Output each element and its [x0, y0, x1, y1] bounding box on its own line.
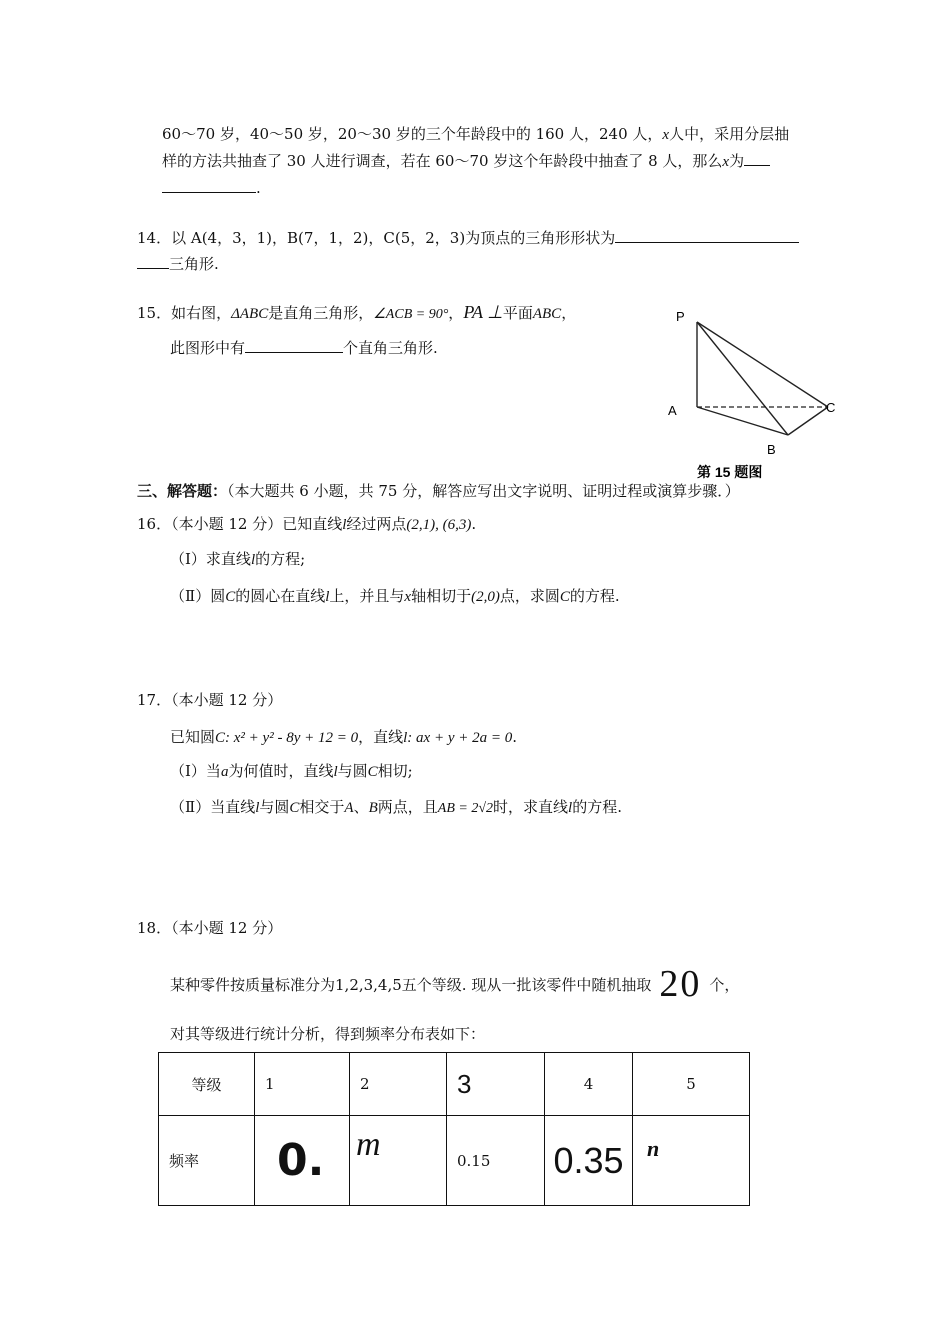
table-cell: 频率 [159, 1116, 255, 1206]
table-row [159, 1116, 750, 1206]
q15-line1: 15．如右图，ΔABC是直角三角形，∠ACB = 90°，PA ⊥平面ABC， [137, 302, 577, 322]
table-cell: 0. [255, 1116, 350, 1206]
q18-line2: 对其等级进行统计分析，得到频率分布表如下： [170, 1025, 486, 1043]
q16-line1: 16．（本小题 12 分）已知直线l经过两点(2,1), (6,3). [137, 515, 477, 533]
section3-heading: 三、解答题：（本大题共 6 小题，共 75 分，解答应写出文字说明、证明过程或演算步骤．） [137, 482, 740, 500]
q16-part2: （Ⅱ）圆C的圆心在直线l上，并且与x轴相切于(2,0)点，求圆C的方程. [170, 587, 620, 605]
table-cell: 0.15 [447, 1116, 545, 1206]
q17-part2: （Ⅱ）当直线l与圆C相交于A、B两点，且AB = 2√2时，求直线l的方程. [170, 798, 622, 816]
label-c: C [826, 400, 836, 415]
table-row [159, 1053, 750, 1116]
q13-line2: 样的方法共抽查了 30 人进行调查，若在 60～70 岁这个年龄段中抽查了 8 人，那么x为 [162, 151, 770, 172]
q13-line1: 60～70 岁，40～50 岁，20～30 岁的三个年龄段中的 160 人，240 人，x人中，采用分层抽 [162, 125, 790, 143]
answer-blank [245, 338, 343, 353]
table-cell: 4 [545, 1053, 633, 1116]
table-cell: 1 [255, 1053, 350, 1116]
q18-heading: 18．（本小题 12 分） [137, 919, 283, 937]
q17-heading: 17．（本小题 12 分） [137, 691, 283, 709]
edge-pb [697, 322, 788, 435]
table-cell: 3 [447, 1053, 545, 1116]
edge-pc [697, 322, 828, 407]
answer-blank [137, 254, 169, 269]
edge-ab [697, 407, 788, 435]
q16-part1: （Ⅰ）求直线l的方程; [170, 550, 306, 568]
table-cell: m [350, 1116, 447, 1206]
table-cell: 等级 [159, 1053, 255, 1116]
q15-line2: 此图形中有 个直角三角形. [170, 339, 438, 357]
frequency-table [158, 1052, 750, 1206]
edge-bc [788, 407, 828, 435]
q17-part1: （Ⅰ）当a为何值时，直线l与圆C相切; [170, 762, 413, 780]
q13-line3: . [162, 178, 261, 198]
answer-blank [162, 178, 256, 193]
q14-line1: 14．以 A(4，3，1)，B(7，1，2)，C(5，2，3)为顶点的三角形形状为 [137, 228, 799, 248]
label-b: B [767, 442, 776, 457]
table-cell: 0.35 [545, 1116, 633, 1206]
label-a: A [668, 403, 677, 418]
q18-line1: 某种零件按质量标准分为1,2,3,4,5五个等级. 现从一批该零件中随机抽取 20 个， [170, 963, 740, 1005]
q14-line2: 三角形. [137, 254, 219, 274]
answer-blank [615, 228, 799, 243]
table-cell: 2 [350, 1053, 447, 1116]
q17-given: 已知圆C: x² + y² - 8y + 12 = 0，直线l: ax + y + 2a = 0. [170, 728, 518, 746]
figure-caption: 第 15 题图 [697, 464, 763, 480]
sample-size: 20 [659, 963, 702, 1005]
label-p: P [676, 309, 685, 324]
table-cell: 5 [633, 1053, 750, 1116]
table-cell: n [633, 1116, 750, 1206]
q15-figure [660, 300, 845, 480]
answer-blank [744, 151, 770, 166]
